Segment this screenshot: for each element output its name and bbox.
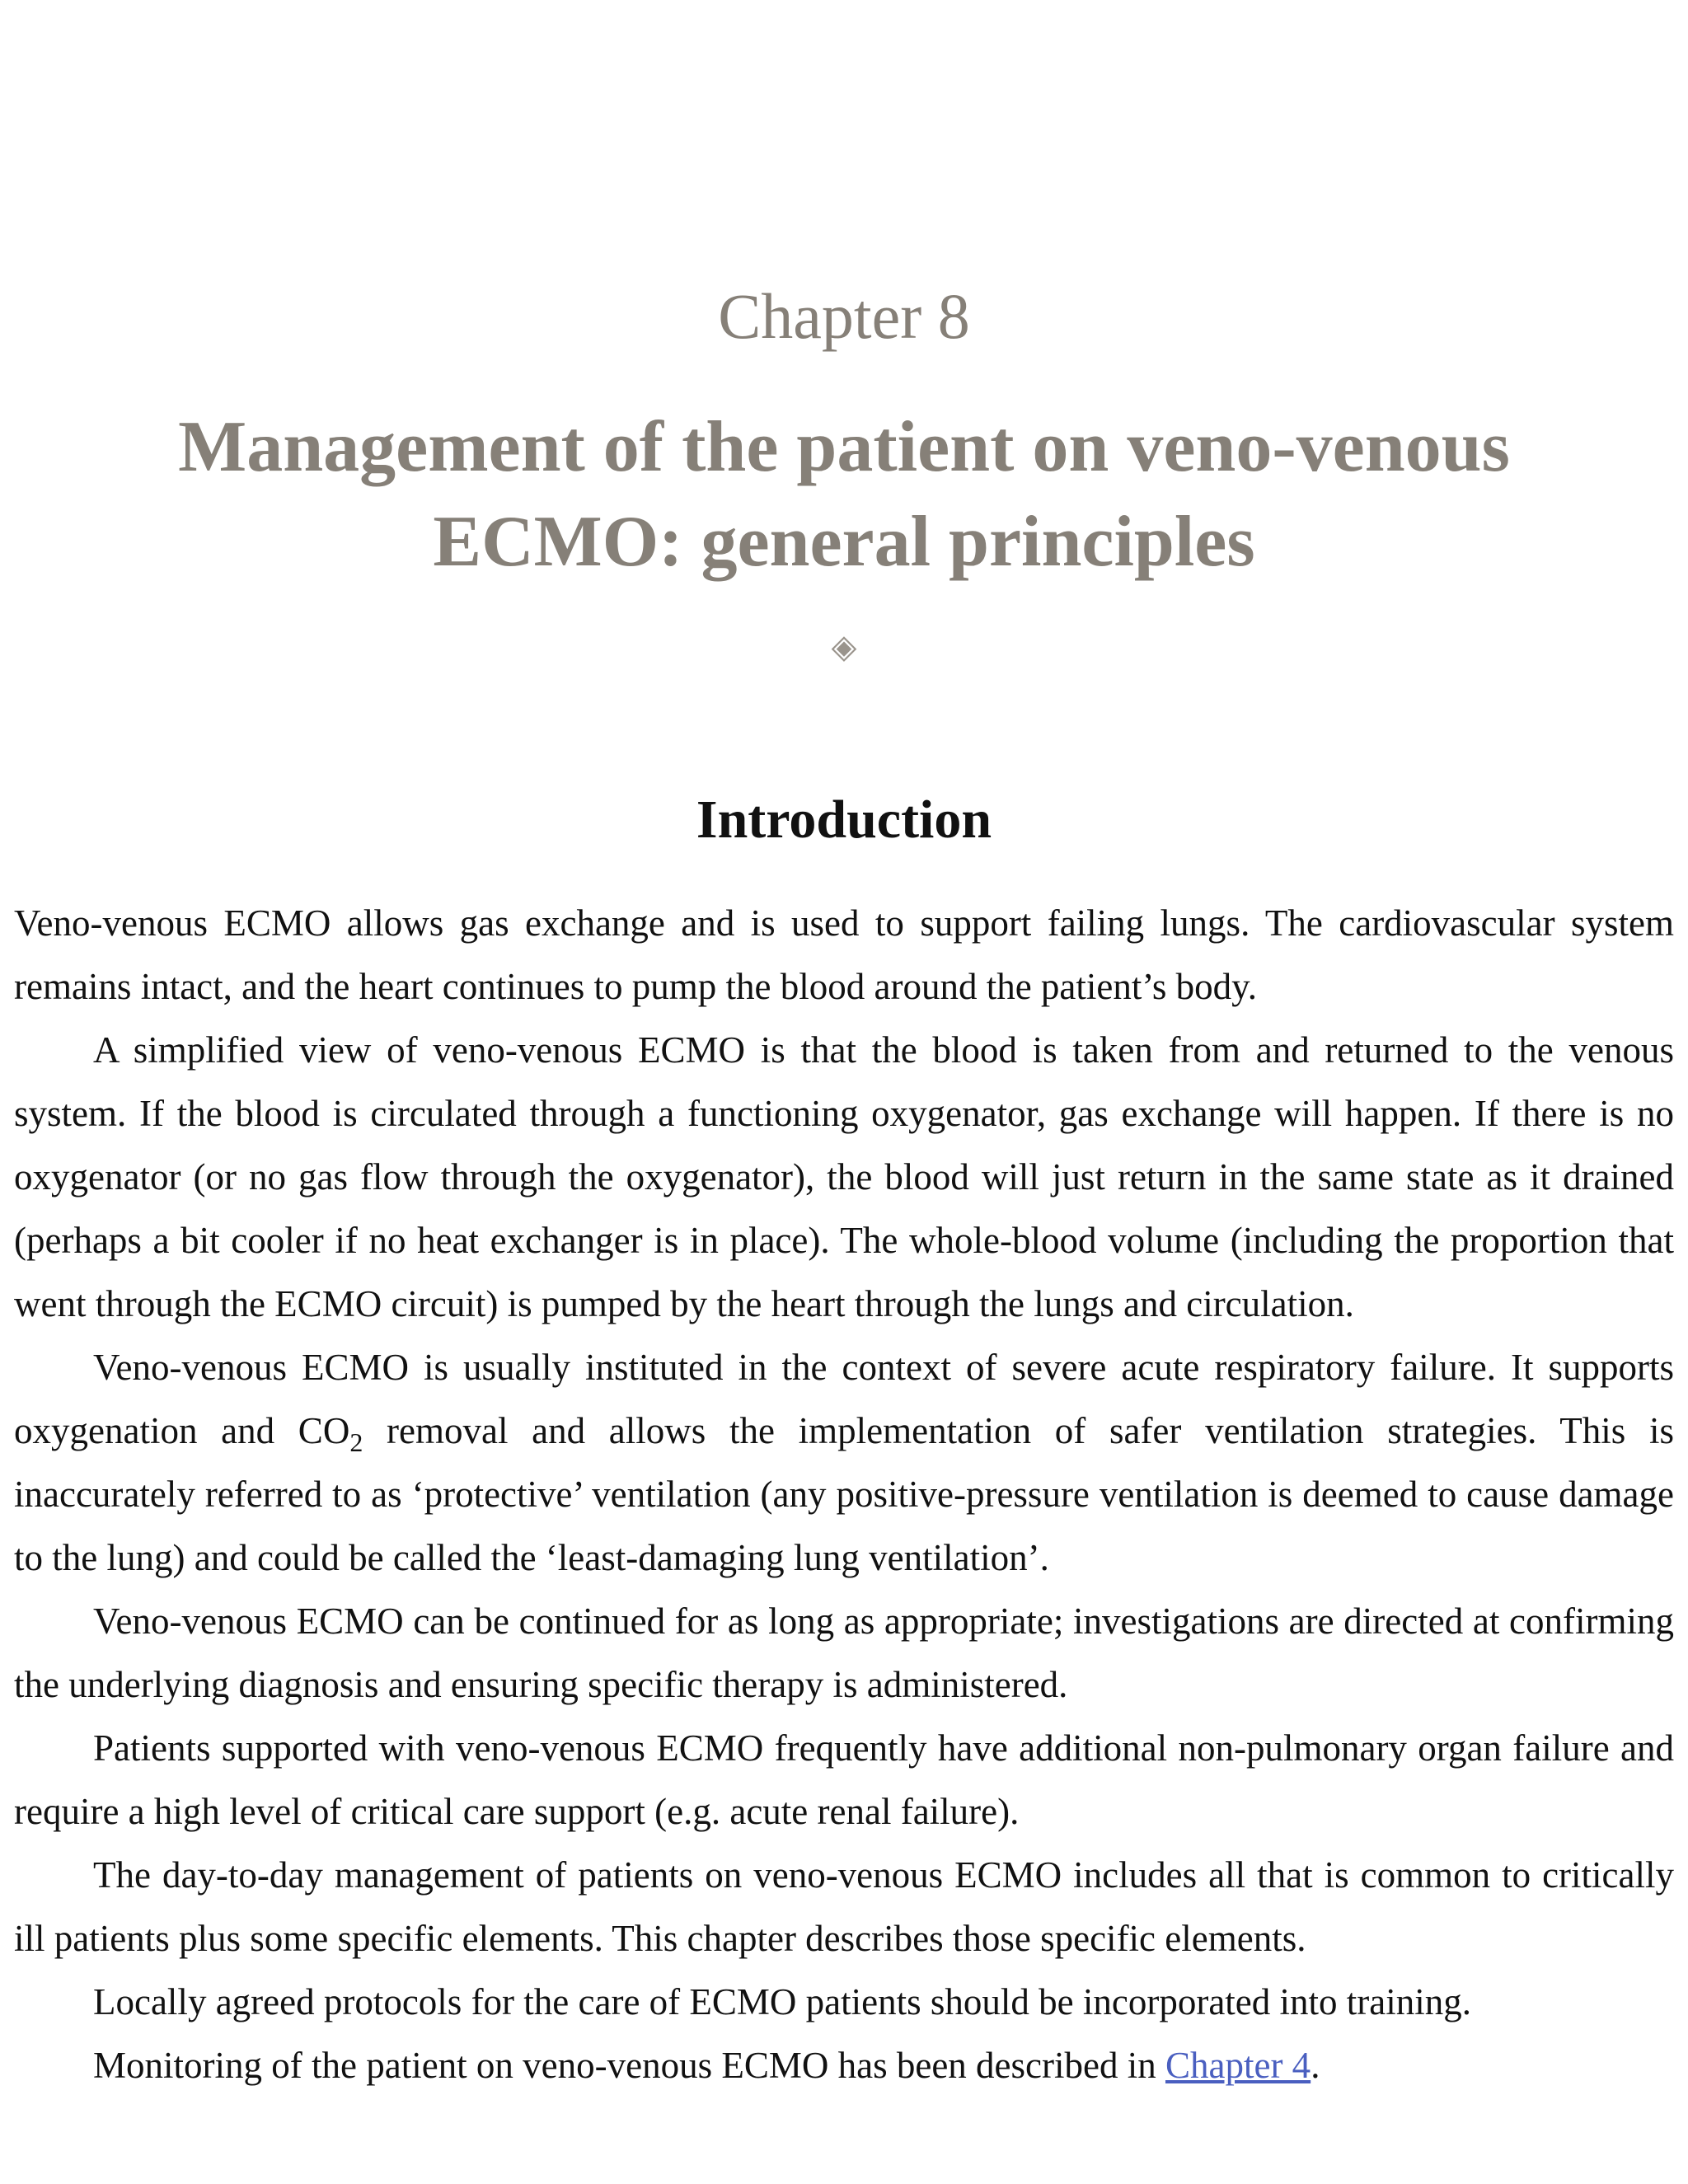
- paragraph-1: Veno-venous ECMO allows gas exchange and is used to support failing lungs. The cardiovascular system remains intact, and the heart continues to pump the blood around the patient’s body.: [14, 902, 1674, 1007]
- chapter-title-line-1: Management of the patient on veno-venous: [178, 407, 1510, 487]
- chapter-number: Chapter 8: [718, 280, 970, 352]
- paragraph-8-text-before: Monitoring of the patient on veno-venous ECMO has been described in: [93, 2045, 1165, 2086]
- section-heading-introduction: Introduction: [696, 790, 992, 850]
- chapter-4-link[interactable]: Chapter 4: [1165, 2045, 1311, 2086]
- ornament-diamond-icon: ◈: [831, 628, 857, 665]
- chapter-title-line-2: ECMO: general principles: [433, 502, 1255, 582]
- paragraph-8-text-after: .: [1311, 2045, 1320, 2086]
- paragraph-5: Patients supported with veno-venous ECMO frequently have additional non-pulmonary organ failure and require a high level of critical care support (e.g. acute renal failure).: [14, 1727, 1674, 1832]
- co2-subscript: 2: [349, 1427, 363, 1457]
- paragraph-3-text-before: Veno-venous ECMO is usually instituted in the context of severe acute respiratory failure. It supports oxygenation and CO: [14, 1347, 1674, 1451]
- paragraph-7: Locally agreed protocols for the care of ECMO patients should be incorporated into training.: [93, 1981, 1471, 2022]
- paragraph-3-text-after: removal and allows the implementation of safer ventilation strategies. This is inaccurately referred to as ‘protective’ ventilation (any positive-pressure ventilation is deemed to cause damage to the lung) and could be called the ‘least-damaging lung ventilation’.: [14, 1410, 1675, 1578]
- paragraph-2: A simplified view of veno-venous ECMO is that the blood is taken from and returned to the venous system. If the blood is circulated through a functioning oxygenator, gas exchange will happen. If there is no oxygenator (or no gas flow through the oxygenator), the blood will just return in the same state as it drained (perhaps a bit cooler if no heat exchanger is in place). The whole-blood volume (including the proportion that went through the ECMO circuit) is pumped by the heart through the lungs and circulation.: [14, 1029, 1674, 1324]
- chapter-title: [99, 400, 1589, 589]
- paragraph-8: [14, 2034, 1674, 2097]
- body-text: [14, 892, 1674, 2097]
- paragraph-6: The day-to-day management of patients on veno-venous ECMO includes all that is common to critically ill patients plus some specific elements. This chapter describes those specific elements.: [14, 1854, 1674, 1959]
- paragraph-4: Veno-venous ECMO can be continued for as long as appropriate; investigations are directed at confirming the underlying diagnosis and ensuring specific therapy is administered.: [14, 1601, 1674, 1705]
- paragraph-3: [14, 1336, 1674, 1590]
